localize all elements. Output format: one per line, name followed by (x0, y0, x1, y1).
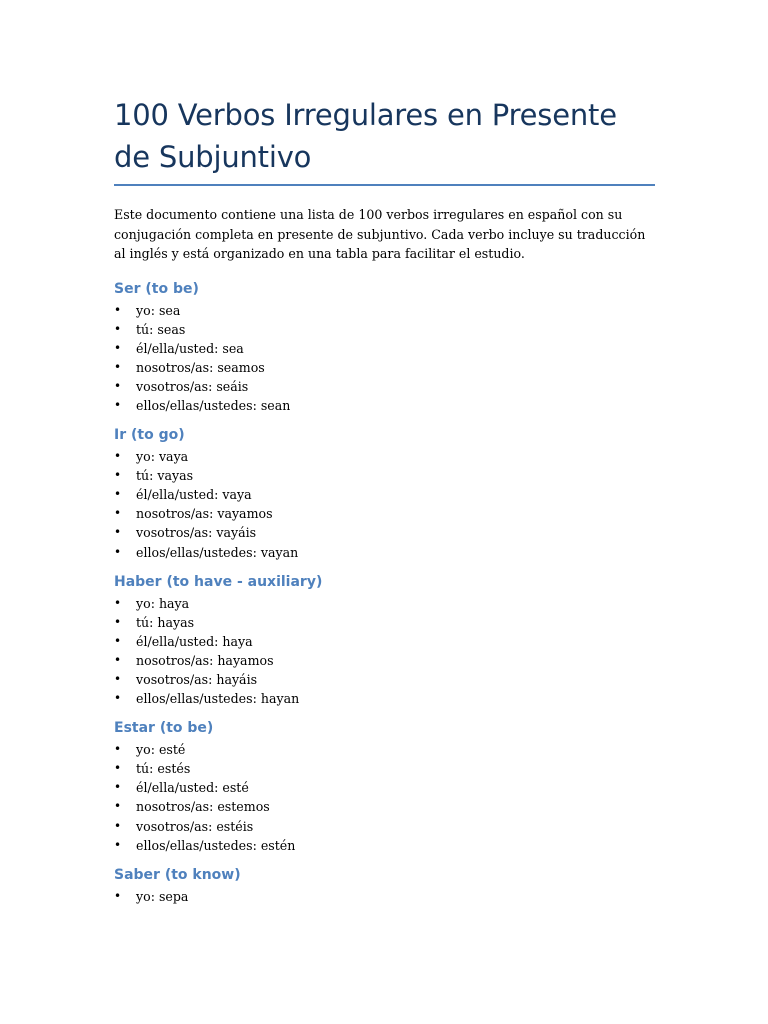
conjugation-item (114, 320, 655, 339)
conjugation-item (114, 301, 655, 320)
conjugation-text: nosotros/as: estemos (136, 799, 270, 815)
conjugation-list (114, 447, 655, 562)
conjugation-list (114, 887, 655, 906)
conjugation-text: yo: haya (136, 595, 190, 611)
conjugation-text: yo: esté (136, 742, 186, 758)
bullet-icon: • (114, 449, 122, 464)
conjugation-item (114, 740, 655, 759)
bullet-icon: • (114, 837, 122, 852)
conjugation-item (114, 396, 655, 415)
conjugation-item (114, 689, 655, 708)
verb-heading: Saber (to know) (114, 866, 241, 883)
conjugation-text: vosotros/as: hayáis (136, 672, 258, 687)
verb-section (114, 865, 655, 906)
bullet-icon: • (114, 340, 122, 355)
intro-paragraph: Este documento contiene una lista de 100 verbos irregulares en español con su conjugación completa en presente de subjuntivo. Cada verbo incluye su traducción al inglés y está organizado en una tabla para facilitar el estudio. (114, 207, 646, 261)
conjugation-item (114, 651, 655, 670)
bullet-icon: • (114, 780, 122, 795)
document-title: 100 Verbos Irregulares en Presente de Subjuntivo (114, 98, 617, 174)
conjugation-text: él/ella/usted: sea (136, 340, 244, 356)
title-underline (114, 184, 655, 186)
verb-heading: Haber (to have - auxiliary) (114, 573, 323, 590)
conjugation-item (114, 485, 655, 504)
conjugation-item (114, 543, 655, 562)
conjugation-list (114, 301, 655, 416)
conjugation-text: nosotros/as: seamos (136, 359, 265, 375)
verb-heading: Ser (to be) (114, 280, 199, 297)
bullet-icon: • (114, 487, 122, 502)
bullet-icon: • (114, 799, 122, 814)
verb-section (114, 718, 655, 855)
verb-heading: Ir (to go) (114, 427, 185, 444)
document-page (114, 94, 655, 916)
bullet-icon: • (114, 888, 122, 903)
conjugation-text: nosotros/as: vayamos (136, 506, 273, 522)
conjugation-list (114, 740, 655, 855)
conjugation-text: él/ella/usted: vaya (136, 487, 252, 503)
conjugation-item (114, 797, 655, 816)
bullet-icon: • (114, 614, 122, 629)
bullet-icon: • (114, 321, 122, 336)
conjugation-item (114, 613, 655, 632)
bullet-icon: • (114, 506, 122, 521)
bullet-icon: • (114, 525, 122, 540)
conjugation-list (114, 594, 655, 709)
bullet-icon: • (114, 742, 122, 757)
conjugation-text: él/ella/usted: esté (136, 780, 249, 796)
conjugation-text: yo: vaya (136, 449, 189, 465)
verb-section (114, 572, 655, 709)
conjugation-text: vosotros/as: estéis (136, 818, 254, 834)
conjugation-text: yo: sea (136, 302, 181, 318)
conjugation-item (114, 887, 655, 906)
verb-section (114, 279, 655, 416)
conjugation-item (114, 632, 655, 651)
conjugation-item (114, 817, 655, 836)
conjugation-item (114, 447, 655, 466)
bullet-icon: • (114, 302, 122, 317)
conjugation-text: tú: estés (136, 761, 191, 777)
bullet-icon: • (114, 595, 122, 610)
conjugation-item (114, 358, 655, 377)
conjugation-text: tú: seas (136, 321, 186, 337)
verb-list (114, 279, 655, 906)
bullet-icon: • (114, 633, 122, 648)
bullet-icon: • (114, 672, 122, 686)
conjugation-item (114, 523, 655, 542)
conjugation-text: tú: vayas (136, 468, 194, 484)
conjugation-text: yo: sepa (136, 888, 189, 904)
bullet-icon: • (114, 818, 122, 833)
verb-section (114, 425, 655, 562)
bullet-icon: • (114, 544, 122, 559)
bullet-icon: • (114, 397, 122, 412)
conjugation-text: vosotros/as: seáis (136, 378, 249, 394)
conjugation-text: ellos/ellas/ustedes: vayan (136, 544, 299, 560)
conjugation-item (114, 836, 655, 855)
conjugation-item (114, 778, 655, 797)
bullet-icon: • (114, 359, 122, 374)
conjugation-text: tú: hayas (136, 614, 195, 630)
conjugation-text: nosotros/as: hayamos (136, 652, 274, 668)
conjugation-item (114, 759, 655, 778)
conjugation-item (114, 504, 655, 523)
conjugation-item (114, 339, 655, 358)
conjugation-item (114, 594, 655, 613)
conjugation-text: ellos/ellas/ustedes: estén (136, 837, 296, 853)
conjugation-text: vosotros/as: vayáis (136, 525, 257, 541)
conjugation-item (114, 377, 655, 396)
bullet-icon: • (114, 761, 122, 776)
bullet-icon: • (114, 652, 122, 667)
conjugation-text: ellos/ellas/ustedes: hayan (136, 691, 300, 707)
bullet-icon: • (114, 691, 122, 706)
conjugation-item (114, 670, 655, 689)
verb-heading: Estar (to be) (114, 720, 214, 737)
conjugation-item (114, 466, 655, 485)
conjugation-text: ellos/ellas/ustedes: sean (136, 397, 291, 413)
bullet-icon: • (114, 378, 122, 393)
bullet-icon: • (114, 468, 122, 483)
conjugation-text: él/ella/usted: haya (136, 633, 253, 649)
